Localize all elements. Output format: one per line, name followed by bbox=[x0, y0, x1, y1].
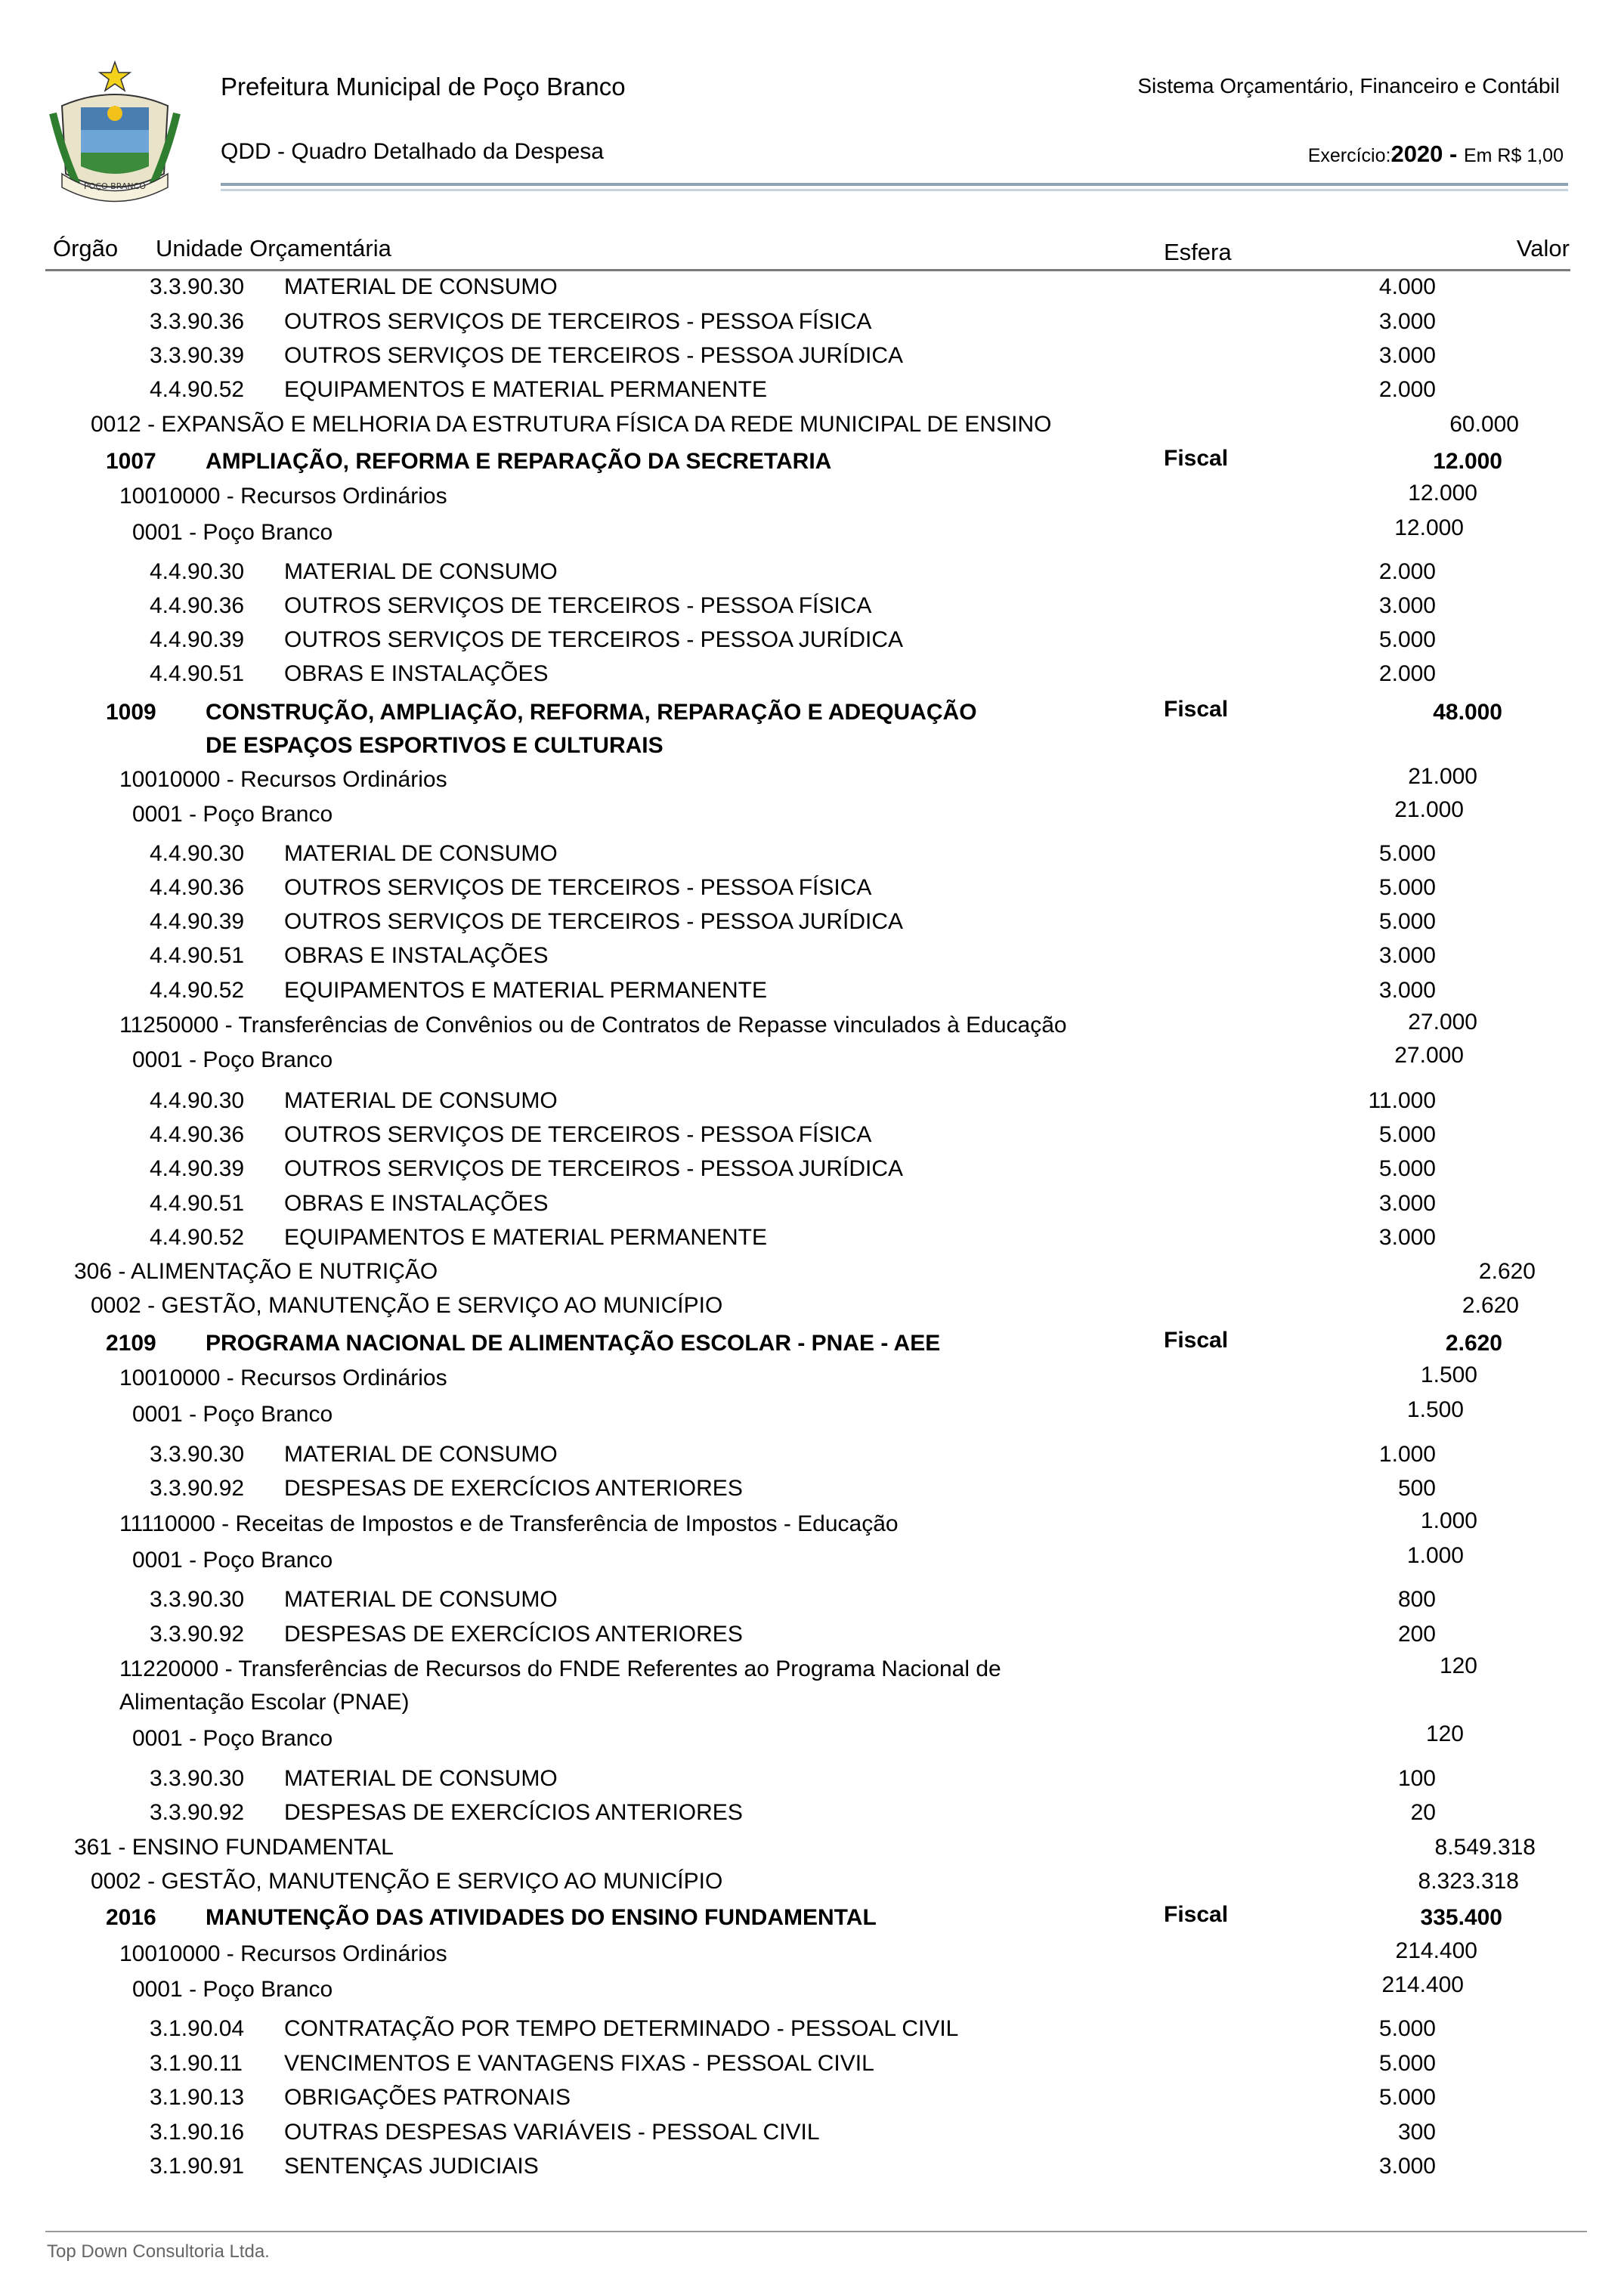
element-description: OBRAS E INSTALAÇÕES bbox=[284, 943, 549, 968]
element-value: 5.000 bbox=[1378, 2016, 1436, 2041]
location-label: 0001 - Poço Branco bbox=[132, 1977, 333, 2002]
element-row bbox=[0, 2051, 1624, 2085]
resource-source-row bbox=[0, 1508, 1624, 1545]
element-row bbox=[0, 2085, 1624, 2119]
element-description: CONTRATAÇÃO POR TEMPO DETERMINADO - PESSOAL CIVIL bbox=[284, 2016, 959, 2041]
program-label: 0002 - GESTÃO, MANUTENÇÃO E SERVIÇO AO MUNICÍPIO bbox=[91, 1869, 723, 1894]
element-code: 3.1.90.11 bbox=[150, 2051, 243, 2076]
action-esfera: Fiscal bbox=[1164, 697, 1229, 722]
element-row bbox=[0, 909, 1624, 943]
location-label: 0001 - Poço Branco bbox=[132, 520, 333, 545]
coat-of-arms-logo bbox=[47, 60, 183, 204]
resource-source-label: 11250000 - Transferências de Convênios ou de Contratos de Repasse vinculados à Educação bbox=[119, 1013, 1067, 1038]
element-code: 4.4.90.51 bbox=[150, 661, 245, 686]
action-row bbox=[0, 1902, 1624, 1939]
element-description: OUTROS SERVIÇOS DE TERCEIROS - PESSOA FÍSICA bbox=[284, 1122, 872, 1147]
program-value: 60.000 bbox=[1449, 412, 1519, 437]
resource-source-value: 21.000 bbox=[1408, 764, 1477, 789]
element-description: OUTROS SERVIÇOS DE TERCEIROS - PESSOA FÍSICA bbox=[284, 875, 872, 900]
column-header-divider bbox=[45, 269, 1570, 271]
element-description: DESPESAS DE EXERCÍCIOS ANTERIORES bbox=[284, 1476, 743, 1501]
element-value: 3.000 bbox=[1378, 1191, 1436, 1216]
col-unidade: Unidade Orçamentária bbox=[156, 235, 391, 261]
element-description: MATERIAL DE CONSUMO bbox=[284, 274, 558, 299]
element-value: 100 bbox=[1397, 1766, 1436, 1791]
element-code: 3.3.90.30 bbox=[150, 1587, 245, 1612]
element-description: OBRAS E INSTALAÇÕES bbox=[284, 1191, 549, 1216]
element-row bbox=[0, 274, 1624, 308]
action-row-continuation bbox=[0, 733, 1624, 767]
element-description: MATERIAL DE CONSUMO bbox=[284, 1766, 558, 1791]
element-value: 3.000 bbox=[1378, 309, 1436, 334]
program-label: 0012 - EXPANSÃO E MELHORIA DA ESTRUTURA FÍSICA DA REDE MUNICIPAL DE ENSINO bbox=[91, 412, 1052, 437]
resource-source-value: 12.000 bbox=[1408, 481, 1477, 506]
system-name: Sistema Orçamentário, Financeiro e Contábil bbox=[1137, 74, 1560, 97]
col-valor: Valor bbox=[1516, 235, 1570, 261]
element-row bbox=[0, 593, 1624, 627]
element-code: 4.4.90.39 bbox=[150, 909, 245, 934]
action-value: 2.620 bbox=[1445, 1331, 1502, 1356]
element-description: OBRAS E INSTALAÇÕES bbox=[284, 661, 549, 686]
element-value: 200 bbox=[1397, 1622, 1436, 1647]
element-row bbox=[0, 1122, 1624, 1156]
element-description: OUTROS SERVIÇOS DE TERCEIROS - PESSOA FÍSICA bbox=[284, 593, 872, 618]
element-code: 3.1.90.04 bbox=[150, 2016, 245, 2041]
element-code: 4.4.90.52 bbox=[150, 978, 245, 1003]
element-value: 4.000 bbox=[1378, 274, 1436, 299]
resource-source-label: 10010000 - Recursos Ordinários bbox=[119, 484, 447, 509]
element-value: 11.000 bbox=[1368, 1088, 1436, 1113]
action-value: 12.000 bbox=[1433, 449, 1502, 474]
element-row bbox=[0, 841, 1624, 875]
location-row bbox=[0, 1397, 1624, 1436]
action-row bbox=[0, 1328, 1624, 1365]
element-row bbox=[0, 627, 1624, 661]
resource-source-label: 10010000 - Recursos Ordinários bbox=[119, 1366, 447, 1390]
element-value: 800 bbox=[1397, 1587, 1436, 1612]
action-value: 335.400 bbox=[1420, 1905, 1502, 1930]
location-label: 0001 - Poço Branco bbox=[132, 1402, 333, 1427]
resource-source-label: 11110000 - Receitas de Impostos e de Transferência de Impostos - Educação bbox=[119, 1511, 899, 1536]
element-row bbox=[0, 2016, 1624, 2050]
element-row bbox=[0, 1800, 1624, 1834]
resource-source-value: 1.000 bbox=[1420, 1508, 1477, 1533]
element-value: 3.000 bbox=[1378, 978, 1436, 1003]
element-value: 5.000 bbox=[1378, 2085, 1436, 2110]
resource-source-value: 214.400 bbox=[1395, 1938, 1477, 1963]
resource-source-value: 1.500 bbox=[1420, 1362, 1477, 1387]
program-row bbox=[0, 412, 1624, 446]
action-esfera: Fiscal bbox=[1164, 1902, 1229, 1927]
element-description: MATERIAL DE CONSUMO bbox=[284, 841, 558, 866]
element-code: 3.1.90.91 bbox=[150, 2154, 245, 2179]
element-value: 3.000 bbox=[1378, 943, 1436, 968]
footer-company: Top Down Consultoria Ltda. bbox=[47, 2241, 270, 2262]
element-code: 4.4.90.51 bbox=[150, 1191, 245, 1216]
resource-source-row bbox=[0, 764, 1624, 801]
element-code: 4.4.90.36 bbox=[150, 1122, 245, 1147]
element-value: 3.000 bbox=[1378, 2154, 1436, 2179]
element-code: 3.3.90.30 bbox=[150, 1766, 245, 1791]
resource-source-row bbox=[0, 1362, 1624, 1400]
element-description: EQUIPAMENTOS E MATERIAL PERMANENTE bbox=[284, 1225, 767, 1250]
element-description: OUTRAS DESPESAS VARIÁVEIS - PESSOAL CIVIL bbox=[284, 2120, 820, 2145]
action-esfera: Fiscal bbox=[1164, 1328, 1229, 1353]
action-row bbox=[0, 697, 1624, 734]
action-code: 2016 bbox=[106, 1905, 156, 1930]
element-row bbox=[0, 2154, 1624, 2188]
exercicio-year: 2020 bbox=[1390, 141, 1443, 167]
element-value: 5.000 bbox=[1378, 909, 1436, 934]
location-value: 120 bbox=[1425, 1721, 1464, 1746]
element-code: 3.1.90.13 bbox=[150, 2085, 245, 2110]
element-row bbox=[0, 1225, 1624, 1259]
subfunction-row bbox=[0, 1259, 1624, 1293]
element-description: OUTROS SERVIÇOS DE TERCEIROS - PESSOA JURÍDICA bbox=[284, 909, 904, 934]
action-description: CONSTRUÇÃO, AMPLIAÇÃO, REFORMA, REPARAÇÃO E ADEQUAÇÃO bbox=[206, 700, 977, 725]
exercicio-separator: - bbox=[1443, 141, 1464, 167]
footer-divider bbox=[45, 2231, 1587, 2232]
element-code: 4.4.90.30 bbox=[150, 559, 245, 584]
element-row bbox=[0, 343, 1624, 377]
resource-source-continuation bbox=[0, 1690, 1624, 1724]
element-value: 2.000 bbox=[1378, 559, 1436, 584]
element-row bbox=[0, 1156, 1624, 1190]
action-description: MANUTENÇÃO DAS ATIVIDADES DO ENSINO FUNDAMENTAL bbox=[206, 1905, 877, 1930]
action-esfera: Fiscal bbox=[1164, 446, 1229, 471]
element-code: 3.3.90.92 bbox=[150, 1476, 245, 1501]
action-row bbox=[0, 446, 1624, 483]
location-value: 21.000 bbox=[1394, 797, 1464, 822]
element-code: 3.3.90.92 bbox=[150, 1800, 245, 1825]
municipality-title: Prefeitura Municipal de Poço Branco bbox=[221, 73, 626, 101]
element-row bbox=[0, 1622, 1624, 1656]
element-row bbox=[0, 1766, 1624, 1800]
element-description: EQUIPAMENTOS E MATERIAL PERMANENTE bbox=[284, 377, 767, 402]
element-row bbox=[0, 2120, 1624, 2154]
location-row bbox=[0, 1043, 1624, 1081]
resource-source-row bbox=[0, 481, 1624, 518]
element-row bbox=[0, 875, 1624, 909]
location-value: 1.000 bbox=[1406, 1543, 1464, 1568]
element-value: 3.000 bbox=[1378, 343, 1436, 368]
location-label: 0001 - Poço Branco bbox=[132, 1548, 333, 1573]
element-description: DESPESAS DE EXERCÍCIOS ANTERIORES bbox=[284, 1800, 743, 1825]
element-description: SENTENÇAS JUDICIAIS bbox=[284, 2154, 539, 2179]
location-value: 27.000 bbox=[1394, 1043, 1464, 1068]
location-label: 0001 - Poço Branco bbox=[132, 1726, 333, 1751]
action-code: 1007 bbox=[106, 449, 156, 474]
element-code: 4.4.90.36 bbox=[150, 875, 245, 900]
resource-source-label: 10010000 - Recursos Ordinários bbox=[119, 767, 447, 792]
element-value: 5.000 bbox=[1378, 1122, 1436, 1147]
action-description: PROGRAMA NACIONAL DE ALIMENTAÇÃO ESCOLAR - PNAE - AEE bbox=[206, 1331, 941, 1356]
element-description: EQUIPAMENTOS E MATERIAL PERMANENTE bbox=[284, 978, 767, 1003]
element-value: 1.000 bbox=[1378, 1442, 1436, 1467]
subfunction-label: 361 - ENSINO FUNDAMENTAL bbox=[74, 1835, 394, 1860]
element-code: 4.4.90.36 bbox=[150, 593, 245, 618]
action-code: 1009 bbox=[106, 700, 156, 725]
element-description: OUTROS SERVIÇOS DE TERCEIROS - PESSOA JURÍDICA bbox=[284, 1156, 904, 1181]
element-row bbox=[0, 377, 1624, 411]
element-value: 20 bbox=[1410, 1800, 1436, 1825]
element-code: 4.4.90.52 bbox=[150, 1225, 245, 1250]
element-description: MATERIAL DE CONSUMO bbox=[284, 1088, 558, 1113]
resource-source-row bbox=[0, 1938, 1624, 1975]
resource-source-label: Alimentação Escolar (PNAE) bbox=[119, 1690, 410, 1715]
element-code: 3.1.90.16 bbox=[150, 2120, 245, 2145]
element-row bbox=[0, 1476, 1624, 1510]
element-row bbox=[0, 1088, 1624, 1122]
location-row bbox=[0, 515, 1624, 554]
resource-source-value: 27.000 bbox=[1408, 1010, 1477, 1035]
resource-source-row bbox=[0, 1653, 1624, 1690]
element-row bbox=[0, 943, 1624, 977]
element-value: 5.000 bbox=[1378, 627, 1436, 652]
element-value: 500 bbox=[1397, 1476, 1436, 1501]
action-value: 48.000 bbox=[1433, 700, 1502, 725]
element-code: 4.4.90.39 bbox=[150, 1156, 245, 1181]
element-description: MATERIAL DE CONSUMO bbox=[284, 559, 558, 584]
location-label: 0001 - Poço Branco bbox=[132, 802, 333, 827]
currency-unit: Em R$ 1,00 bbox=[1463, 145, 1564, 166]
element-description: OUTROS SERVIÇOS DE TERCEIROS - PESSOA JURÍDICA bbox=[284, 343, 904, 368]
report-title: QDD - Quadro Detalhado da Despesa bbox=[221, 139, 604, 164]
element-row bbox=[0, 1442, 1624, 1476]
element-code: 4.4.90.30 bbox=[150, 841, 245, 866]
element-description: MATERIAL DE CONSUMO bbox=[284, 1587, 558, 1612]
element-description: OBRIGAÇÕES PATRONAIS bbox=[284, 2085, 571, 2110]
element-value: 5.000 bbox=[1378, 2051, 1436, 2076]
action-description: DE ESPAÇOS ESPORTIVOS E CULTURAIS bbox=[206, 733, 664, 758]
location-value: 1.500 bbox=[1406, 1397, 1464, 1422]
program-label: 0002 - GESTÃO, MANUTENÇÃO E SERVIÇO AO MUNICÍPIO bbox=[91, 1293, 723, 1318]
resource-source-row bbox=[0, 1010, 1624, 1047]
subfunction-row bbox=[0, 1835, 1624, 1869]
header-divider bbox=[221, 183, 1568, 186]
program-value: 8.323.318 bbox=[1418, 1869, 1519, 1894]
element-code: 4.4.90.52 bbox=[150, 377, 245, 402]
element-description: MATERIAL DE CONSUMO bbox=[284, 1442, 558, 1467]
element-value: 2.000 bbox=[1378, 661, 1436, 686]
element-row bbox=[0, 309, 1624, 343]
element-row bbox=[0, 559, 1624, 593]
subfunction-label: 306 - ALIMENTAÇÃO E NUTRIÇÃO bbox=[74, 1259, 438, 1284]
col-orgao: Órgão bbox=[53, 235, 119, 261]
location-label: 0001 - Poço Branco bbox=[132, 1047, 333, 1072]
program-row bbox=[0, 1869, 1624, 1903]
location-row bbox=[0, 1721, 1624, 1760]
element-value: 2.000 bbox=[1378, 377, 1436, 402]
element-code: 3.3.90.30 bbox=[150, 1442, 245, 1467]
resource-source-label: 11220000 - Transferências de Recursos do FNDE Referentes ao Programa Nacional de bbox=[119, 1656, 1001, 1681]
col-esfera: Esfera bbox=[1164, 239, 1232, 265]
logo-banner-text: POÇO BRANCO bbox=[84, 181, 146, 191]
element-value: 5.000 bbox=[1378, 1156, 1436, 1181]
exercicio-line bbox=[1308, 141, 1564, 168]
program-row bbox=[0, 1293, 1624, 1327]
resource-source-value: 120 bbox=[1439, 1653, 1477, 1678]
element-description: OUTROS SERVIÇOS DE TERCEIROS - PESSOA JURÍDICA bbox=[284, 627, 904, 652]
element-value: 3.000 bbox=[1378, 1225, 1436, 1250]
element-description: OUTROS SERVIÇOS DE TERCEIROS - PESSOA FÍSICA bbox=[284, 309, 872, 334]
element-row bbox=[0, 1191, 1624, 1225]
element-code: 4.4.90.30 bbox=[150, 1088, 245, 1113]
element-row bbox=[0, 661, 1624, 695]
subfunction-value: 2.620 bbox=[1478, 1259, 1536, 1284]
element-description: VENCIMENTOS E VANTAGENS FIXAS - PESSOAL CIVIL bbox=[284, 2051, 874, 2076]
element-description: DESPESAS DE EXERCÍCIOS ANTERIORES bbox=[284, 1622, 743, 1647]
element-code: 3.3.90.36 bbox=[150, 309, 245, 334]
element-row bbox=[0, 978, 1624, 1012]
subfunction-value: 8.549.318 bbox=[1434, 1835, 1536, 1860]
element-code: 3.3.90.30 bbox=[150, 274, 245, 299]
element-code: 3.3.90.39 bbox=[150, 343, 245, 368]
element-row bbox=[0, 1587, 1624, 1621]
resource-source-label: 10010000 - Recursos Ordinários bbox=[119, 1941, 447, 1966]
element-value: 5.000 bbox=[1378, 875, 1436, 900]
location-row bbox=[0, 797, 1624, 836]
element-code: 4.4.90.39 bbox=[150, 627, 245, 652]
element-value: 300 bbox=[1397, 2120, 1436, 2145]
location-row bbox=[0, 1543, 1624, 1582]
action-description: AMPLIAÇÃO, REFORMA E REPARAÇÃO DA SECRETARIA bbox=[206, 449, 832, 474]
element-value: 3.000 bbox=[1378, 593, 1436, 618]
header-divider-light bbox=[221, 189, 1568, 191]
exercicio-label: Exercício: bbox=[1307, 145, 1391, 166]
element-code: 3.3.90.92 bbox=[150, 1622, 245, 1647]
action-code: 2109 bbox=[106, 1331, 156, 1356]
location-value: 214.400 bbox=[1381, 1972, 1464, 1997]
location-value: 12.000 bbox=[1394, 515, 1464, 540]
location-row bbox=[0, 1972, 1624, 2011]
element-value: 5.000 bbox=[1378, 841, 1436, 866]
program-value: 2.620 bbox=[1462, 1293, 1519, 1318]
element-code: 4.4.90.51 bbox=[150, 943, 245, 968]
